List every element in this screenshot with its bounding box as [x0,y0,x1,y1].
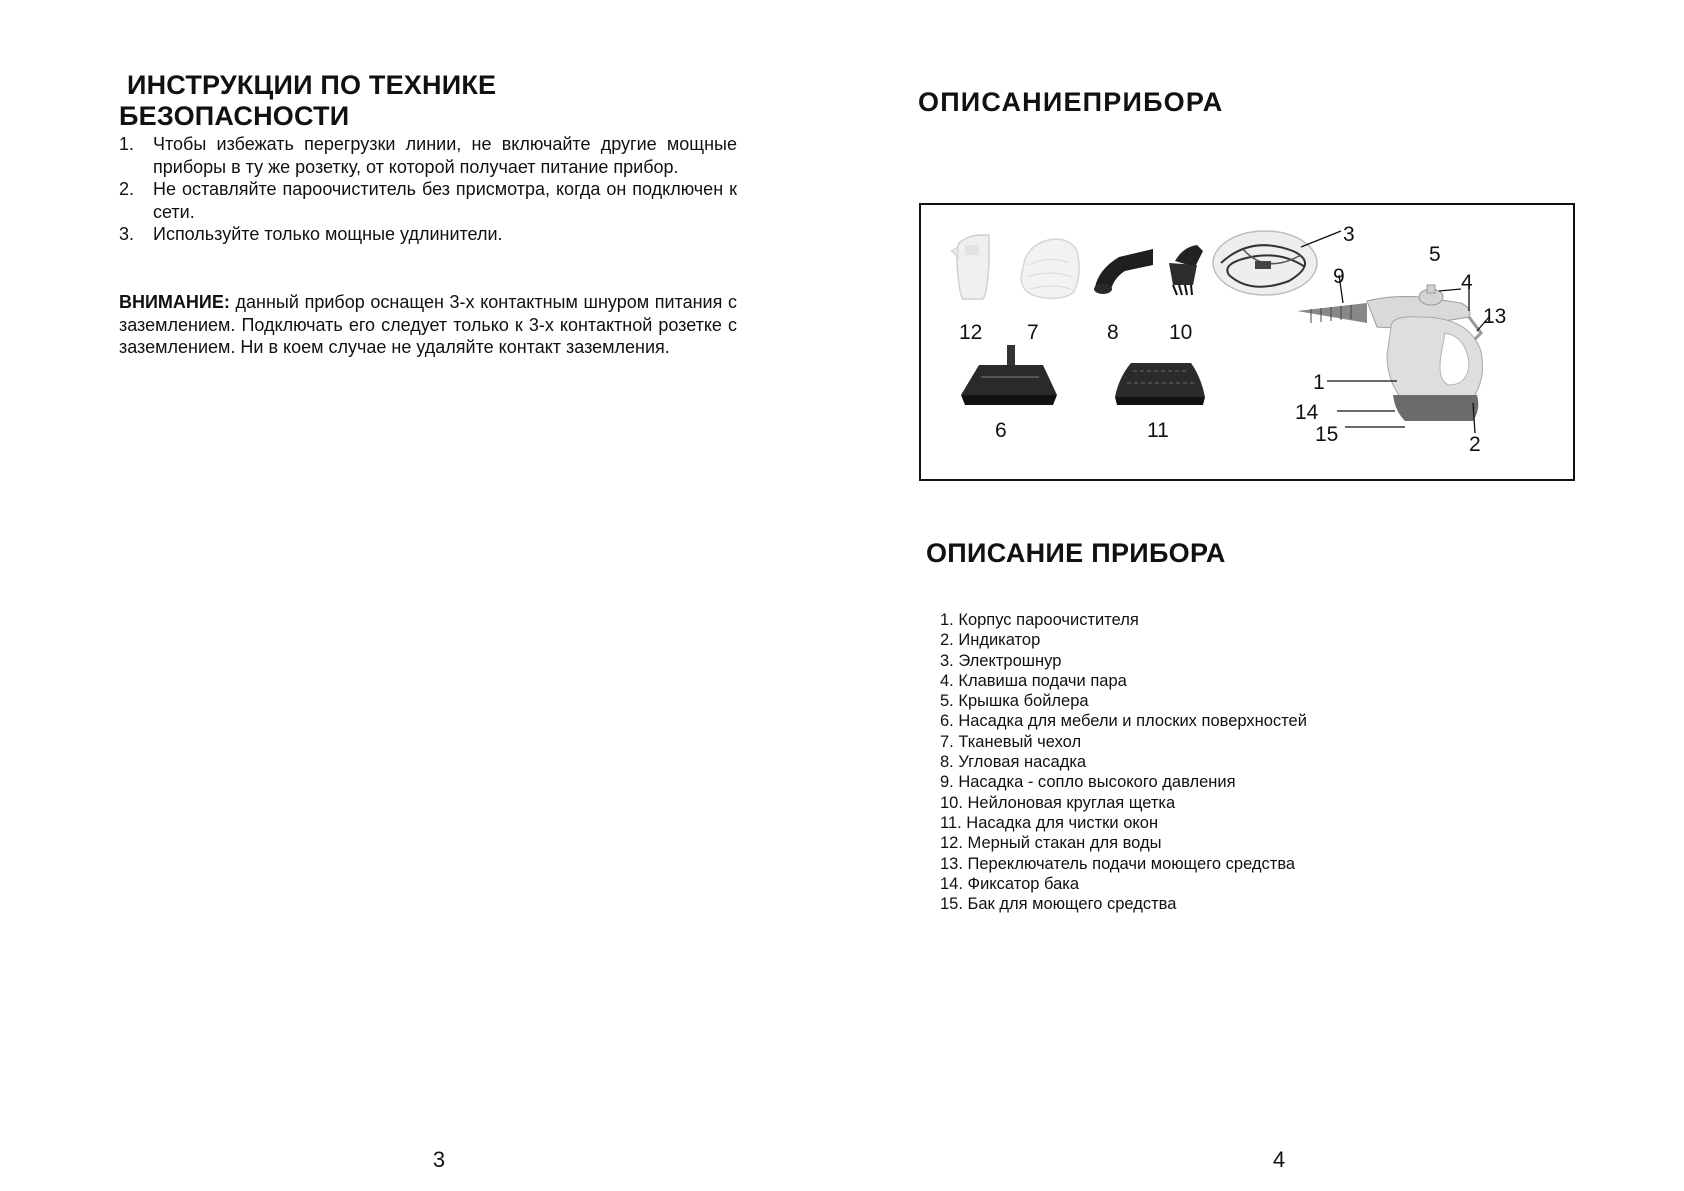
list-item: 7. Тканевый чехол [940,732,1082,751]
warning-text: данный прибор оснащен 3-х контактным шнуром питания с заземлением. Подключать его следует только к 3-х контактной розетке с заземлением. Ни в коем случае не удаляйте контакт заземления. [119,292,737,357]
safety-list [119,133,737,246]
warning-paragraph [119,291,737,359]
list-item: 11. Насадка для чистки окон [940,813,1159,832]
list-item: 14. Фиксатор бака [940,874,1080,893]
parts-list [940,610,1307,914]
safety-title [119,70,739,132]
cloth-cover-illustration [1021,239,1079,298]
safety-item-number: 2. [119,179,135,199]
safety-item-number: 3. [119,224,135,244]
list-item: 6. Насадка для мебели и плоских поверхностей [940,712,1307,731]
list-item: 13. Переключатель подачи моющего средства [940,854,1296,873]
list-item: 10. Нейлоновая круглая щетка [940,793,1176,812]
figure-label-7: 7 [1027,321,1039,344]
figure-label-6: 6 [995,419,1007,442]
power-cord-illustration [1213,231,1317,295]
page-number-right: 4 [1272,1147,1286,1172]
page-number-left: 3 [432,1147,446,1172]
list-item: 5. Крышка бойлера [940,692,1089,711]
device-figure [919,203,1575,481]
figure-label-9: 9 [1333,265,1345,288]
list-item: 9. Насадка - сопло высокого давления [940,773,1236,792]
safety-title-line2: БЕЗОПАСНОСТИ [119,101,350,131]
figure-label-11: 11 [1147,419,1169,442]
safety-item-text: Используйте только мощные удлинители. [153,224,503,244]
angled-nozzle-illustration [1094,249,1153,294]
figure-label-2: 2 [1469,433,1481,456]
figure-label-13: 13 [1483,305,1507,328]
window-nozzle-illustration [1115,363,1205,405]
list-item: 2. Индикатор [940,631,1041,650]
figure-label-5: 5 [1429,243,1441,266]
safety-item [119,178,737,223]
right-page [842,0,1684,1191]
list-item: 1. Корпус пароочистителя [940,611,1139,629]
safety-item-text: Не оставляйте пароочиститель без присмотра, когда он подключен к сети. [153,179,737,222]
list-item: 8. Угловая насадка [940,753,1087,772]
safety-item-text: Чтобы избежать перегрузки линии, не включайте другие мощные приборы в ту же розетку, от которой получает питание прибор. [153,134,737,177]
figure-label-10: 10 [1169,321,1193,344]
safety-item-number: 1. [119,134,135,154]
description-title-bottom: ОПИСАНИЕ ПРИБОРА [926,538,1226,568]
list-item: 12. Мерный стакан для воды [940,834,1162,853]
figure-label-8: 8 [1107,321,1119,344]
figure-label-14: 14 [1295,401,1319,424]
list-item: 15. Бак для моющего средства [940,895,1177,914]
steam-cleaner-illustration [1297,285,1483,421]
safety-item [119,223,737,246]
list-item: 4. Клавиша подачи пара [940,671,1127,690]
round-brush-illustration [1169,245,1203,295]
safety-item [119,133,737,178]
figure-label-12: 12 [959,321,983,344]
figure-label-15: 15 [1315,423,1339,446]
measuring-cup-illustration [951,235,989,299]
warning-label: ВНИМАНИЕ: [119,292,230,312]
list-item: 3. Электрошнур [940,651,1062,670]
figure-label-3: 3 [1343,223,1355,246]
description-title-top: ОПИСАНИЕПРИБОРА [918,87,1224,117]
furniture-nozzle-illustration [961,345,1057,405]
figure-label-1: 1 [1313,371,1325,394]
figure-label-4: 4 [1461,271,1473,294]
safety-title-line1: ИНСТРУКЦИИ ПО ТЕХНИКЕ [127,70,497,100]
